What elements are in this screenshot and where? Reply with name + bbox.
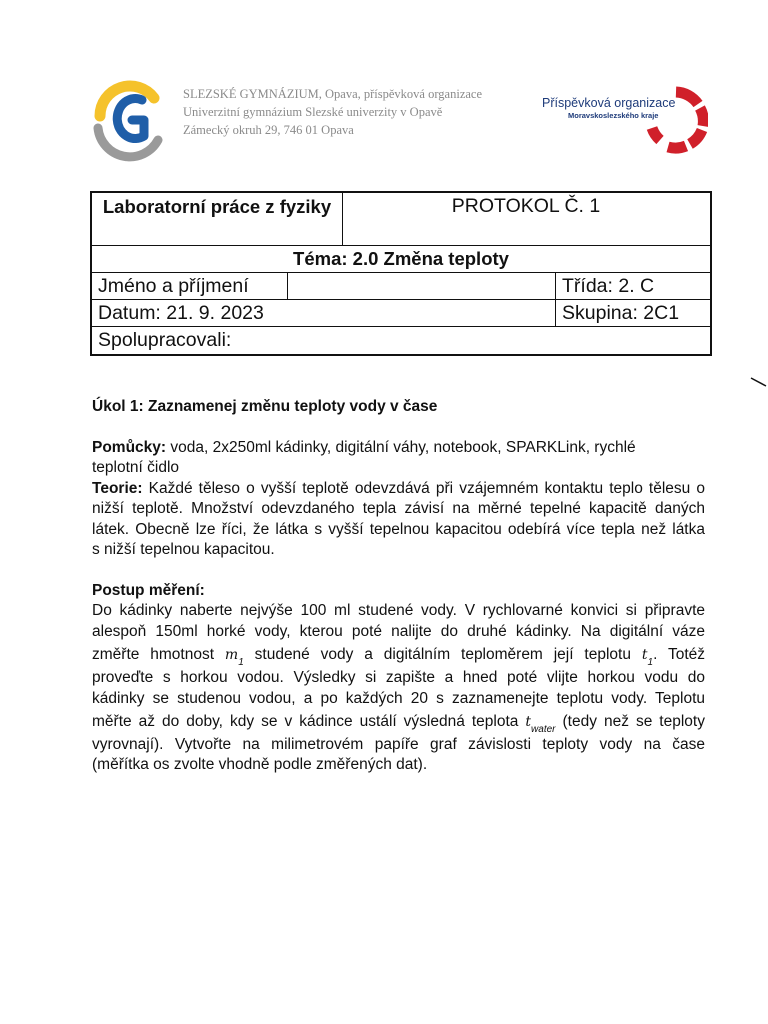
- tools-label: Pomůcky:: [92, 439, 167, 456]
- school-name: SLEZSKÉ GYMNÁZIUM, Opava, příspěvková organizace: [183, 87, 483, 101]
- lab-title: Laboratorní práce z fyziky: [102, 196, 332, 217]
- theory-line: nižší teplotě. Množství odevzdaného tepla závisí na měrné tepelné kapacitě daných: [92, 500, 705, 518]
- theory-line: látek. Obecně lze říci, že látka s vyšší tepelnou kapacitou odebírá více tepla než látka: [92, 520, 705, 538]
- procedure-line: alespoň 150ml horké vody, kterou poté nalijte do druhé kádinky. Na digitální váze: [92, 622, 705, 640]
- name-label: Jméno a příjmení: [98, 275, 249, 297]
- procedure-section: [92, 581, 705, 776]
- mass-symbol: m: [224, 647, 239, 664]
- table-divider: [287, 272, 288, 299]
- red-ring-icon: [646, 84, 708, 156]
- procedure-line: vyrovnají). Vytvořte na milimetrovém papíře graf závislosti teploty vody na čase: [92, 736, 705, 754]
- procedure-line: měřte až do doby, kdy se v kádince ustálí výsledná teplota $t_{water}$ (tedy než se teploty: [92, 713, 705, 736]
- theory-label: Teorie:: [92, 479, 143, 497]
- tools-section: [92, 438, 705, 560]
- class-label: Třída: 2. C: [562, 275, 655, 297]
- region-organization-logo: [540, 84, 708, 156]
- school-g-logo: [92, 70, 168, 166]
- protocol-table: [90, 191, 712, 356]
- water-temperature-symbol: t: [525, 714, 532, 731]
- date-label: Datum: 21. 9. 2023: [98, 302, 264, 324]
- tools-text-cont: teplotní čidlo: [92, 459, 180, 477]
- temperature-symbol: t: [641, 647, 648, 664]
- theory-text: Každé těleso o vyšší teplotě odevzdává při vzájemném kontaktu teplo tělesu o: [142, 479, 705, 497]
- procedure-line: změřte hmotnost $m_1$ studené vody a digitálním teploměrem její teplotu $t_1$. Totéž: [92, 646, 706, 669]
- group-label: Skupina: 2C1: [562, 302, 680, 324]
- procedure-line: proveďte s horkou vodou. Výsledky si zapište a hned poté vlijte horkou vodu do: [92, 669, 705, 687]
- school-address: Zámecký okruh 29, 746 01 Opava: [183, 123, 354, 137]
- stray-mark: [750, 377, 768, 387]
- pk-subtitle: Moravskoslezského kraje: [568, 111, 659, 120]
- table-divider: [555, 272, 556, 326]
- school-university: Univerzitní gymnázium Slezské univerzity v Opavě: [183, 105, 443, 119]
- tools-text: voda, 2x250ml kádinky, digitální váhy, notebook, SPARKLink, rychlé: [166, 439, 636, 456]
- procedure-line: kádinky se studenou vodou, a po každých 20 s zaznamenejte teplotu vody. Teplotu: [92, 689, 705, 707]
- procedure-heading: Postup měření:: [92, 582, 205, 599]
- topic: Téma: 2.0 Změna teploty: [293, 248, 509, 269]
- name-field[interactable]: [292, 273, 552, 299]
- collaborators-label: Spolupracovali:: [98, 329, 232, 351]
- task-heading: Úkol 1: Zaznamenej změnu teploty vody v čase: [92, 398, 438, 415]
- school-address-block: [183, 85, 482, 139]
- pk-title: Příspěvková organizace: [542, 96, 676, 110]
- theory-line: s nižší tepelnou kapacitou.: [92, 541, 275, 559]
- protocol-number: PROTOKOL Č. 1: [451, 195, 601, 217]
- procedure-line: Do kádinky naberte nejvýše 100 ml studené vody. V rychlovarné konvici si připravte: [92, 602, 705, 620]
- procedure-line: (měřítka os zvolte vhodně podle změřených dat).: [92, 756, 428, 774]
